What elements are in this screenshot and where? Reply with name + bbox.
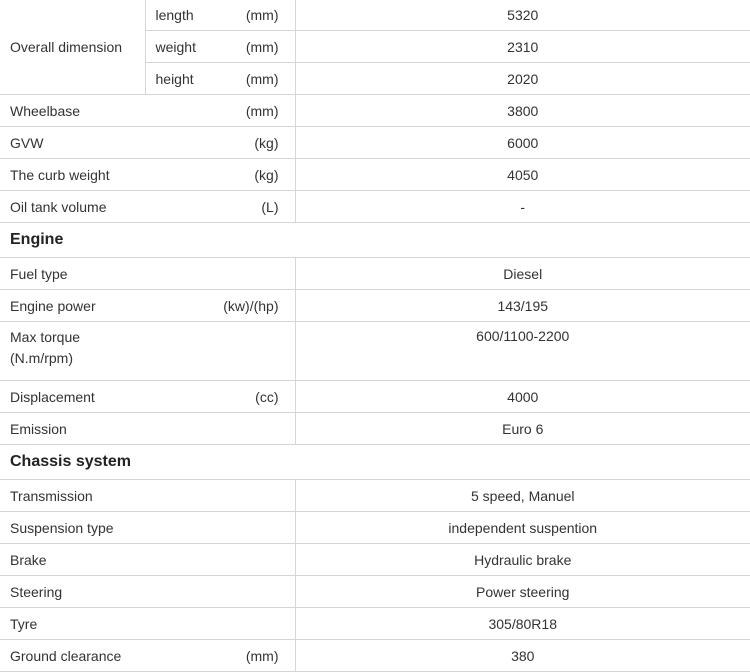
row-label: Brake xyxy=(0,544,145,576)
row-value: 4000 xyxy=(295,381,750,413)
row-value: independent suspention xyxy=(295,512,750,544)
row-unit xyxy=(145,480,295,512)
row-sublabel: height xyxy=(155,70,194,87)
row-unit: (mm) xyxy=(245,7,279,23)
row-value: 2310 xyxy=(295,31,750,63)
row-unit: (mm) xyxy=(245,38,279,55)
row-label: Oil tank volume xyxy=(0,191,145,223)
row-unit: (mm) xyxy=(245,70,279,87)
row-label: GVW xyxy=(0,127,145,159)
row-value: 143/195 xyxy=(295,290,750,322)
row-value: 2020 xyxy=(295,63,750,95)
row-value: 6000 xyxy=(295,127,750,159)
table-row xyxy=(0,127,750,159)
row-unit xyxy=(145,258,295,290)
row-value: 5320 xyxy=(295,0,750,31)
row-value: 380 xyxy=(295,640,750,672)
row-value: 305/80R18 xyxy=(295,608,750,640)
table-row xyxy=(0,322,750,381)
table-row xyxy=(0,480,750,512)
row-value: Euro 6 xyxy=(295,413,750,445)
row-label: Max torque (N.m/rpm) xyxy=(0,322,145,381)
row-label: The curb weight xyxy=(0,159,145,191)
table-row xyxy=(0,544,750,576)
row-unit xyxy=(145,322,295,381)
row-unit: (kg) xyxy=(145,127,295,159)
row-value: 3800 xyxy=(295,95,750,127)
row-value: Power steering xyxy=(295,576,750,608)
table-row xyxy=(0,413,750,445)
table-row xyxy=(0,576,750,608)
chassis-section-title: Chassis system xyxy=(0,445,750,480)
row-sublabel: weight xyxy=(155,38,196,55)
row-label: Displacement xyxy=(0,381,145,413)
row-label: Transmission xyxy=(0,480,145,512)
row-value: 600/1100-2200 xyxy=(295,322,750,381)
row-label: Tyre xyxy=(0,608,145,640)
row-unit: (kw)/(hp) xyxy=(145,290,295,322)
engine-section-title: Engine xyxy=(0,223,750,258)
row-label: Ground clearance xyxy=(0,640,145,672)
row-unit: (cc) xyxy=(145,381,295,413)
overall-dimension-label: Overall dimension xyxy=(0,0,145,95)
width-cell xyxy=(145,31,295,63)
row-value: - xyxy=(295,191,750,223)
row-unit xyxy=(145,413,295,445)
length-cell xyxy=(145,0,295,31)
row-label: Suspension type xyxy=(0,512,145,544)
row-unit: (L) xyxy=(145,191,295,223)
row-value: Diesel xyxy=(295,258,750,290)
table-row xyxy=(0,159,750,191)
table-row xyxy=(0,95,750,127)
row-unit xyxy=(145,576,295,608)
row-value: 5 speed, Manuel xyxy=(295,480,750,512)
table-row xyxy=(0,381,750,413)
height-cell xyxy=(145,63,295,95)
row-sublabel: length xyxy=(155,7,194,23)
table-row xyxy=(0,640,750,672)
row-label: Emission xyxy=(0,413,145,445)
row-unit: (mm) xyxy=(145,95,295,127)
row-label: Engine power xyxy=(0,290,145,322)
row-unit xyxy=(145,544,295,576)
row-unit xyxy=(145,608,295,640)
table-row xyxy=(0,512,750,544)
row-label: Steering xyxy=(0,576,145,608)
row-unit: (mm) xyxy=(145,640,295,672)
row-label: Wheelbase xyxy=(0,95,145,127)
row-value: Hydraulic brake xyxy=(295,544,750,576)
table-row xyxy=(0,191,750,223)
row-label: Fuel type xyxy=(0,258,145,290)
row-unit: (kg) xyxy=(145,159,295,191)
section-header-row xyxy=(0,445,750,480)
table-row xyxy=(0,608,750,640)
section-header-row xyxy=(0,223,750,258)
row-unit xyxy=(145,512,295,544)
table-row xyxy=(0,0,750,31)
table-row xyxy=(0,290,750,322)
row-value: 4050 xyxy=(295,159,750,191)
table-row xyxy=(0,258,750,290)
